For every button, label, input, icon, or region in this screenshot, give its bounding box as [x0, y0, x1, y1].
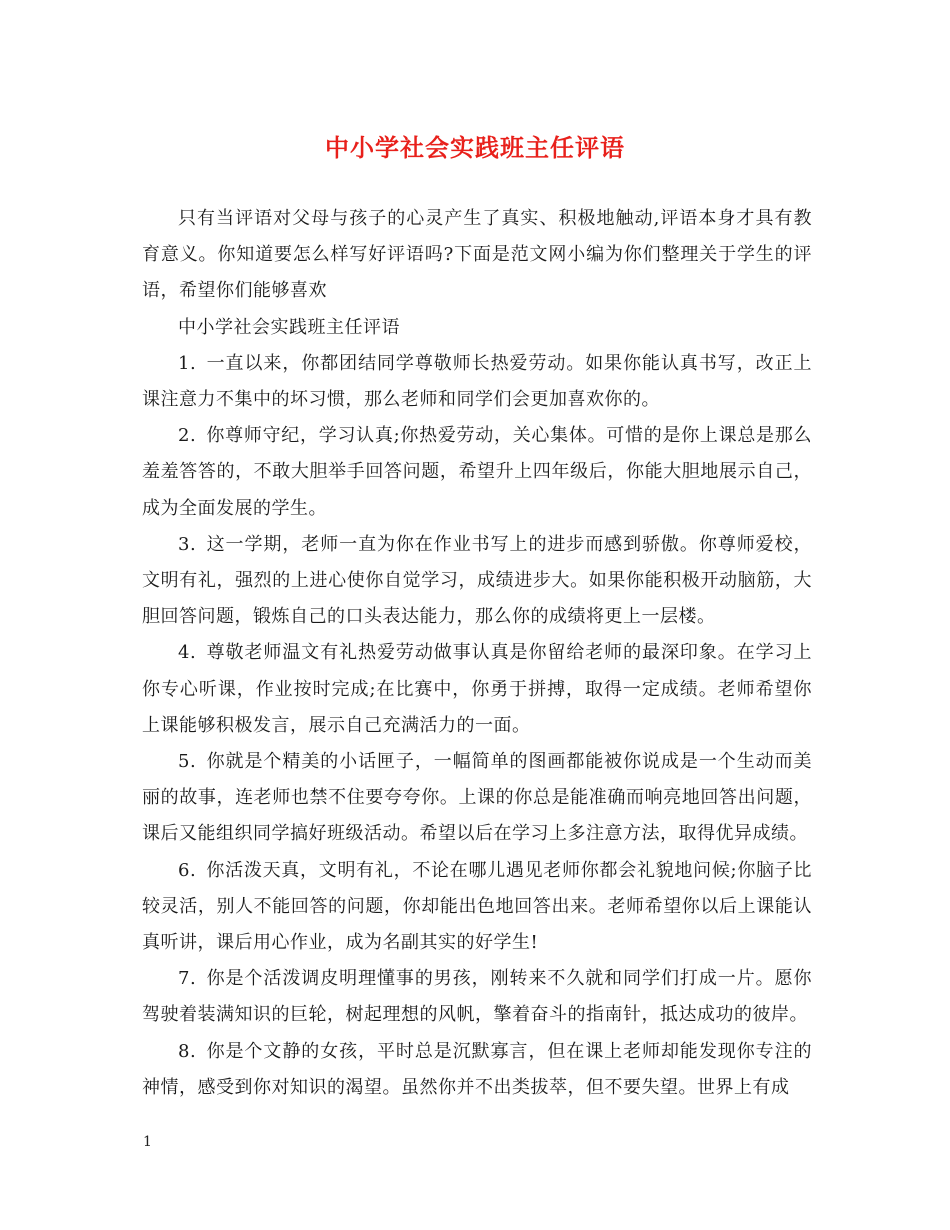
- document-title: 中小学社会实践班主任评语: [325, 133, 625, 162]
- item-text: 你就是个精美的小话匣子，一幅简单的图画都能被你说成是一个生动而美丽的故事，连老师也禁不住要夸夸你。上课的你总是能准确而响亮地回答出问题，课后又能组织同学搞好班级活动。希望以后在学习上多注意方法，取得优异成绩。: [142, 751, 812, 845]
- item-text: 你活泼天真，文明有礼，不论在哪儿遇见老师你都会礼貌地问候;你脑子比较灵活，别人不能回答的问题，你却能出色地回答出来。老师希望你以后上课能认真听讲，课后用心作业，成为名副其实的好学生!: [142, 859, 812, 954]
- item-number: 7.: [178, 968, 197, 990]
- item-text: 一直以来，你都团结同学尊敬师长热爱劳动。如果你能认真书写，改正上课注意力不集中的坏习惯，那么老师和同学们会更加喜欢你的。: [142, 352, 812, 411]
- item-text: 这一学期，老师一直为你在作业书写上的进步而感到骄傲。你尊师爱校，文明有礼，强烈的上进心使你自觉学习，成绩进步大。如果你能积极开动脑筋，大胆回答问题，锻炼自己的口头表达能力，那么你的成绩将更上一层楼。: [142, 533, 812, 628]
- comment-item-8: [142, 1034, 812, 1106]
- comment-item-3: [142, 527, 812, 636]
- item-text: 你尊师守纪，学习认真;你热爱劳动，关心集体。可惜的是你上课总是那么羞羞答答的，不敢大胆举手回答问题，希望升上四年级后，你能大胆地展示自己，成为全面发展的学生。: [142, 425, 812, 519]
- comment-item-7: [142, 961, 812, 1033]
- comment-item-4: [142, 635, 812, 744]
- item-text: 尊敬老师温文有礼热爱劳动做事认真是你留给老师的最深印象。在学习上你专心听课，作业按时完成;在比赛中，你勇于拼搏，取得一定成绩。老师希望你上课能够积极发言，展示自己充满活力的一面。: [142, 642, 812, 736]
- comment-item-2: [142, 418, 812, 527]
- comment-item-6: [142, 853, 812, 962]
- item-text: 你是个活泼调皮明理懂事的男孩，刚转来不久就和同学们打成一片。愿你驾驶着装满知识的巨轮，树起理想的风帆，擎着奋斗的指南针，抵达成功的彼岸。: [142, 968, 812, 1026]
- item-number: 6.: [178, 859, 197, 881]
- item-number: 5.: [178, 751, 197, 773]
- subtitle-paragraph: 中小学社会实践班主任评语: [178, 316, 400, 338]
- document-body: [142, 201, 812, 1106]
- item-number: 4.: [178, 642, 197, 664]
- item-number: 1.: [178, 352, 197, 374]
- item-number: 2.: [178, 425, 197, 447]
- item-text: 你是个文静的女孩，平时总是沉默寡言，但在课上老师却能发现你专注的神情，感受到你对知识的渴望。虽然你并不出类拔萃，但不要失望。世界上有成: [142, 1040, 812, 1098]
- item-number: 8.: [178, 1040, 197, 1062]
- item-number: 3.: [178, 533, 197, 555]
- comment-item-1: [142, 346, 812, 418]
- comment-item-5: [142, 744, 812, 853]
- intro-paragraph: 只有当评语对父母与孩子的心灵产生了真实、积极地触动,评语本身才具有教育意义。你知道要怎么样写好评语吗?下面是范文网小编为你们整理关于学生的评语，希望你们能够喜欢: [142, 208, 812, 302]
- page-number: 1: [143, 1134, 152, 1150]
